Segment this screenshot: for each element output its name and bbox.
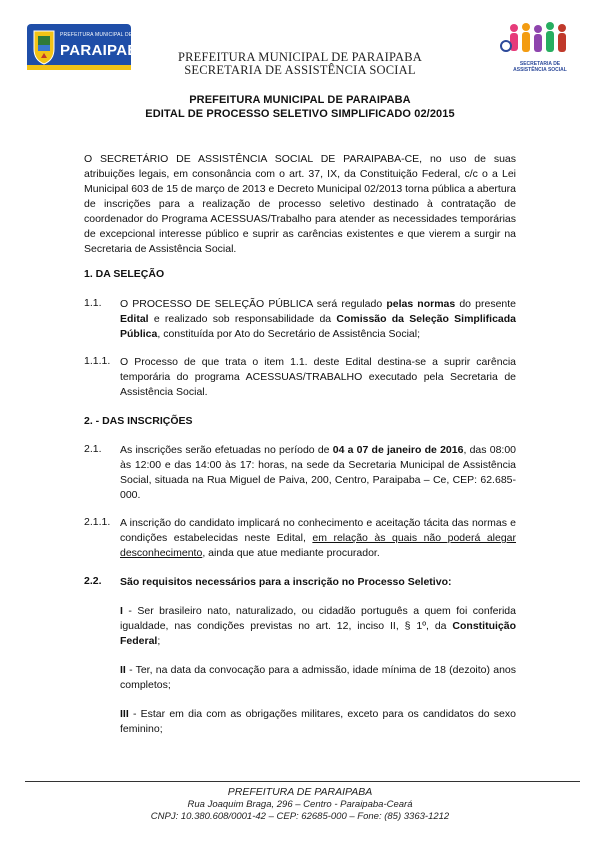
logo-label-line2: ASSISTÊNCIA SOCIAL [513, 67, 567, 73]
requirement-text: ; [157, 635, 161, 647]
requirement-text: - Estar em dia com as obrigações militares, exceto para os candidatos do sexo feminino; [120, 708, 516, 735]
requirement-text: - Ser brasileiro nato, naturalizado, ou cidadão português a quem foi conferida igualdade, nas condições previstas no art. 12, inciso II, § 1º, da [120, 605, 516, 632]
logo-name: PARAIPABA [60, 42, 150, 59]
header-line-1: PREFEITURA MUNICIPAL DE PARAIPABA [177, 50, 423, 64]
footer-divider [25, 781, 580, 782]
item-1-1-bold: Comissão da Seleção Simplificada Pública [120, 313, 516, 340]
item-1-1-text [120, 297, 516, 342]
item-2-1-bold: 04 a 07 de janeiro de 2016 [332, 444, 464, 456]
requirement-numeral: II [120, 664, 126, 676]
requirement-bold: Constituição Federal [120, 620, 516, 647]
requirement-text: - Ter, na data da convocação para a admissão, idade mínima de 18 (dezoito) anos completos; [120, 664, 516, 691]
item-1-1-1-number: 1.1.1. [84, 355, 111, 367]
requirement-1 [120, 604, 516, 649]
item-2-1-1-part: , ainda que atue mediante procurador. [202, 547, 380, 559]
item-2-1-1-number: 2.1.1. [84, 516, 111, 528]
document-title-2: EDITAL DE PROCESSO SELETIVO SIMPLIFICADO 02/2015 [145, 108, 455, 120]
item-2-1-1-underlined: em relação às quais não poderá alegar desconhecimento [120, 532, 517, 559]
item-2-1-1-text [120, 516, 516, 561]
item-2-1-text [120, 443, 516, 503]
footer-title: PREFEITURA DE PARAIPABA [227, 786, 373, 798]
logo-caption: PREFEITURA MUNICIPAL DE [60, 32, 133, 38]
item-2-1-1-part: A inscrição do candidato implicará no conhecimento e aceitação tácita das normas e condições estabelecidas neste Edital, [120, 517, 516, 544]
item-1-1-part: O PROCESSO DE SELEÇÃO PÚBLICA [120, 298, 313, 310]
item-1-1-part: e realizado sob responsabilidade da [148, 313, 337, 325]
item-2-1-part: As inscrições serão efetuadas no período de [120, 444, 333, 456]
item-1-1-1-text: O Processo de que trata o item 1.1. deste Edital destina-se a suprir carência temporária do programa ACESSUAS/TRABALHO executado pela Secretaria de Assistência Social. [120, 356, 516, 398]
requirement-2 [120, 663, 516, 693]
item-1-1-part: , constituída por Ato do Secretário de Assistência Social; [157, 328, 421, 340]
header-line-2: SECRETARIA DE ASSISTÊNCIA SOCIAL [184, 63, 416, 77]
logo-label-line1: SECRETARIA DE [519, 61, 561, 67]
requirement-numeral: I [120, 605, 123, 617]
item-2-2-heading: São requisitos necessários para a inscrição no Processo Seletivo: [120, 576, 452, 588]
requirement-numeral: III [120, 708, 129, 720]
footer-address: Rua Joaquim Braga, 296 – Centro - Paraipaba-Ceará [187, 799, 413, 810]
requirement-3 [120, 707, 516, 737]
item-1-1-bold: pelas normas [386, 298, 456, 310]
section-1-heading: 1. DA SELEÇÃO [84, 268, 165, 280]
document-title-1: PREFEITURA MUNICIPAL DE PARAIPABA [189, 94, 411, 106]
item-1-1-number: 1.1. [84, 297, 102, 309]
intro-paragraph: O SECRETÁRIO DE ASSISTÊNCIA SOCIAL DE PARAIPABA-CE, no uso de suas atribuições legais, em consonância com o art. 37, IX, da Constituição Federal, c/c o a Lei Municipal 603 de 15 de março de 2013 e Decreto Municipal 02/2013 torna pública a abertura de inscrições para a realização de processo seletivo destinado à contratação de coordenador do Programa ACESSUAS/Trabalho para atender as necessidades temporárias de excepcional interesse público e suprir as carências existentes e que vierem a surgir na Secretaria de Assistência Social. [84, 153, 516, 255]
item-2-1-number: 2.1. [84, 443, 102, 455]
item-1-1-bold: Edital [120, 313, 149, 325]
item-1-1-part: será regulado [312, 298, 387, 310]
item-2-2-number: 2.2. [84, 575, 102, 587]
item-1-1-part: do presente [455, 298, 517, 310]
footer-contact: CNPJ: 10.380.608/0001-42 – CEP: 62685-000 – Fone: (85) 3363-1212 [150, 811, 450, 822]
section-2-heading: 2. - DAS INSCRIÇÕES [84, 415, 193, 427]
item-2-1-part: , das 08:00 às 12:00 e das 14:00 às 17: horas, na sede da Secretaria Municipal de Assistência Social, situada na Rua Miguel de Paiva, 200, Centro, Paraipaba – Ce, CEP: 62.685-000. [120, 444, 517, 501]
